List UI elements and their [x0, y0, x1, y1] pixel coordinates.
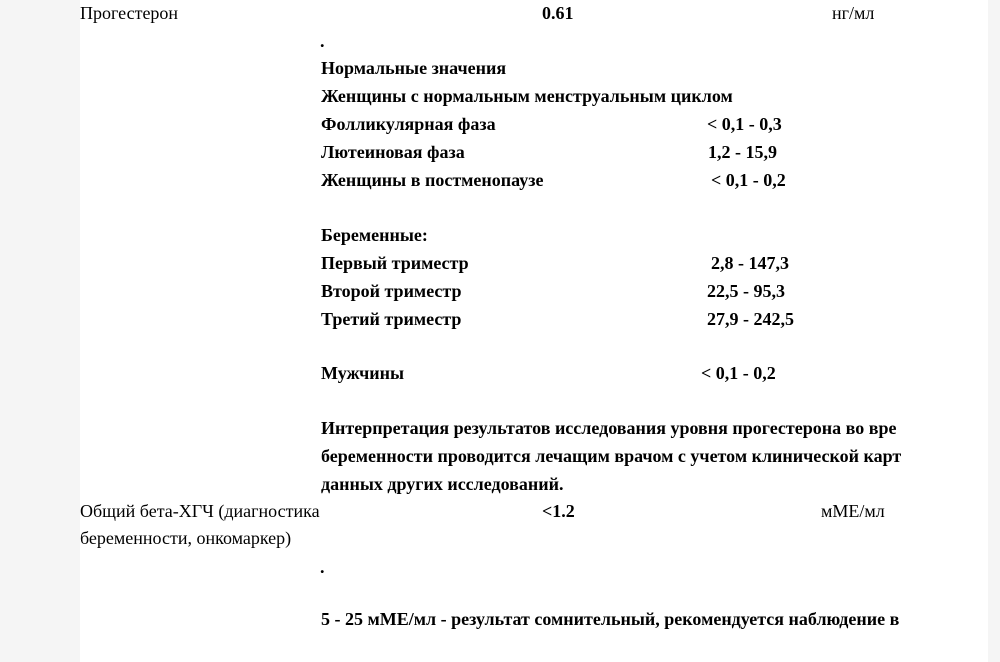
test-value-hcg: <1.2 [542, 501, 575, 521]
reference-heading: Нормальные значения [321, 58, 507, 78]
reference-group-pregnant: Беременные: [321, 225, 428, 245]
right-scrollbar-area[interactable] [988, 0, 1000, 662]
reference-men-label: Мужчины [321, 363, 405, 383]
interpretation-note-line: Интерпретация результатов исследования уровня прогестерона во вре [321, 418, 897, 438]
reference-row-value: < 0,1 - 0,3 [707, 114, 782, 134]
hcg-note: 5 - 25 мМЕ/мл - результат сомнительный, рекомендуется наблюдение в [321, 609, 900, 629]
reference-row-value: 27,9 - 242,5 [707, 309, 794, 329]
test-unit-progesterone: нг/мл [832, 3, 875, 23]
reference-row-value: < 0,1 - 0,2 [711, 170, 786, 190]
test-name-hcg: Общий бета-ХГЧ (диагностика [80, 501, 320, 521]
separator-dot: . [320, 557, 325, 577]
reference-row-label: Второй триместр [321, 281, 462, 301]
reference-group-cycle: Женщины с нормальным менструальным циклом [321, 86, 733, 106]
reference-row-label: Женщины в постменопаузе [321, 170, 544, 190]
interpretation-note-line: данных других исследований. [321, 474, 564, 494]
reference-men-value: < 0,1 - 0,2 [701, 363, 776, 383]
test-name-hcg-line2: беременности, онкомаркер) [80, 528, 292, 548]
reference-row-label: Третий триместр [321, 309, 462, 329]
left-page-margin [0, 0, 80, 662]
reference-row-value: 1,2 - 15,9 [708, 142, 777, 162]
test-value-progesterone: 0.61 [542, 3, 574, 23]
test-name-progesterone: Прогестерон [80, 3, 179, 23]
reference-row-label: Лютеиновая фаза [321, 142, 465, 162]
reference-row-label: Первый триместр [321, 253, 469, 273]
reference-row-value: 2,8 - 147,3 [711, 253, 789, 273]
reference-row-value: 22,5 - 95,3 [707, 281, 785, 301]
reference-row-label: Фолликулярная фаза [321, 114, 496, 134]
lab-results-document [80, 0, 988, 662]
separator-dot: . [320, 31, 325, 51]
test-unit-hcg: мМЕ/мл [821, 501, 885, 521]
interpretation-note-line: беременности проводится лечащим врачом с учетом клинической карт [321, 446, 902, 466]
